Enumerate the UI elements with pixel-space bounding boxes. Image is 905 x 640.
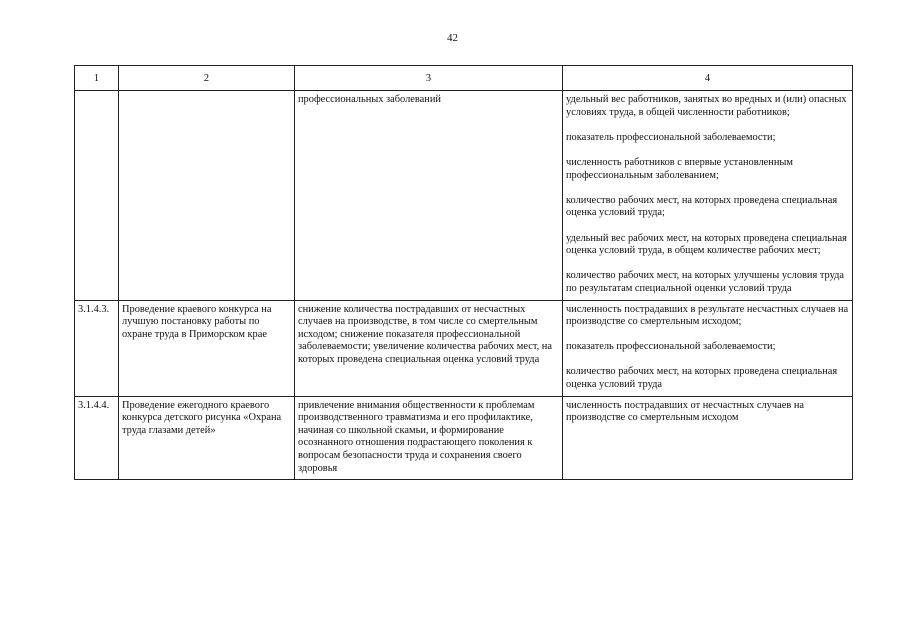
table-row bbox=[75, 396, 853, 480]
indicators-cell bbox=[563, 396, 853, 480]
indicator-item: численность пострадавших в результате несчастных случаев на производстве со смертельным исходом; bbox=[566, 303, 849, 328]
header-row bbox=[75, 66, 853, 91]
header-col-1: 1 bbox=[75, 66, 119, 91]
indicator-item: количество рабочих мест, на которых проведена специальная оценка условий труда; bbox=[566, 194, 838, 219]
page-number: 42 bbox=[447, 32, 458, 44]
indicator-item: численность работников с впервые установленным профессиональным заболеванием; bbox=[566, 156, 793, 181]
result-cell: профессиональных заболеваний bbox=[295, 91, 563, 301]
row-number-cell bbox=[75, 91, 119, 301]
indicator-item: численность пострадавших от несчастных случаев на производстве со смертельным исходом bbox=[566, 399, 804, 424]
indicator-item: удельный вес рабочих мест, на которых проведена специальная оценка условий труда, в общем количестве рабочих мест; bbox=[566, 232, 847, 257]
event-cell bbox=[119, 91, 295, 301]
indicator-item: количество рабочих мест, на которых проведена специальная оценка условий труда bbox=[566, 366, 838, 391]
event-cell: Проведение краевого конкурса на лучшую постановку работы по охране труда в Приморском крае bbox=[119, 300, 295, 396]
indicator-item: показатель профессиональной заболеваемости; bbox=[566, 341, 776, 353]
table-row bbox=[75, 300, 853, 396]
row-number-cell: 3.1.4.4. bbox=[75, 396, 119, 480]
event-cell: Проведение ежегодного краевого конкурса детского рисунка «Охрана труда глазами детей» bbox=[119, 396, 295, 480]
indicator-item: количество рабочих мест, на которых улучшены условия труда по результатам специальной оценки условий труда bbox=[566, 270, 845, 294]
indicator-item: удельный вес работников, занятых во вредных и (или) опасных условиях труда, в общей численности работников; bbox=[566, 94, 847, 118]
indicators-cell bbox=[563, 91, 853, 301]
indicator-item: показатель профессиональной заболеваемости; bbox=[566, 131, 776, 143]
row-number-cell: 3.1.4.3. bbox=[75, 300, 119, 396]
header-col-2: 2 bbox=[119, 66, 295, 91]
header-col-3: 3 bbox=[295, 66, 563, 91]
indicators-cell bbox=[563, 300, 853, 396]
result-cell: привлечение внимания общественности к проблемам производственного травматизма и его профилактике, начиная со школьной скамьи, и формирование осознанного отношения подрастающего поколения к вопросам безопасности труда и сохранения своего здоровья bbox=[295, 396, 563, 480]
result-cell: снижение количества пострадавших от несчастных случаев на производстве, в том числе со смертельным исходом; снижение показателя профессиональной заболеваемости; увеличение количества рабочих мест, на которых проведена специальная оценка условий труда bbox=[295, 300, 563, 396]
table-row bbox=[75, 91, 853, 301]
program-table bbox=[74, 65, 853, 480]
header-col-4: 4 bbox=[563, 66, 853, 91]
